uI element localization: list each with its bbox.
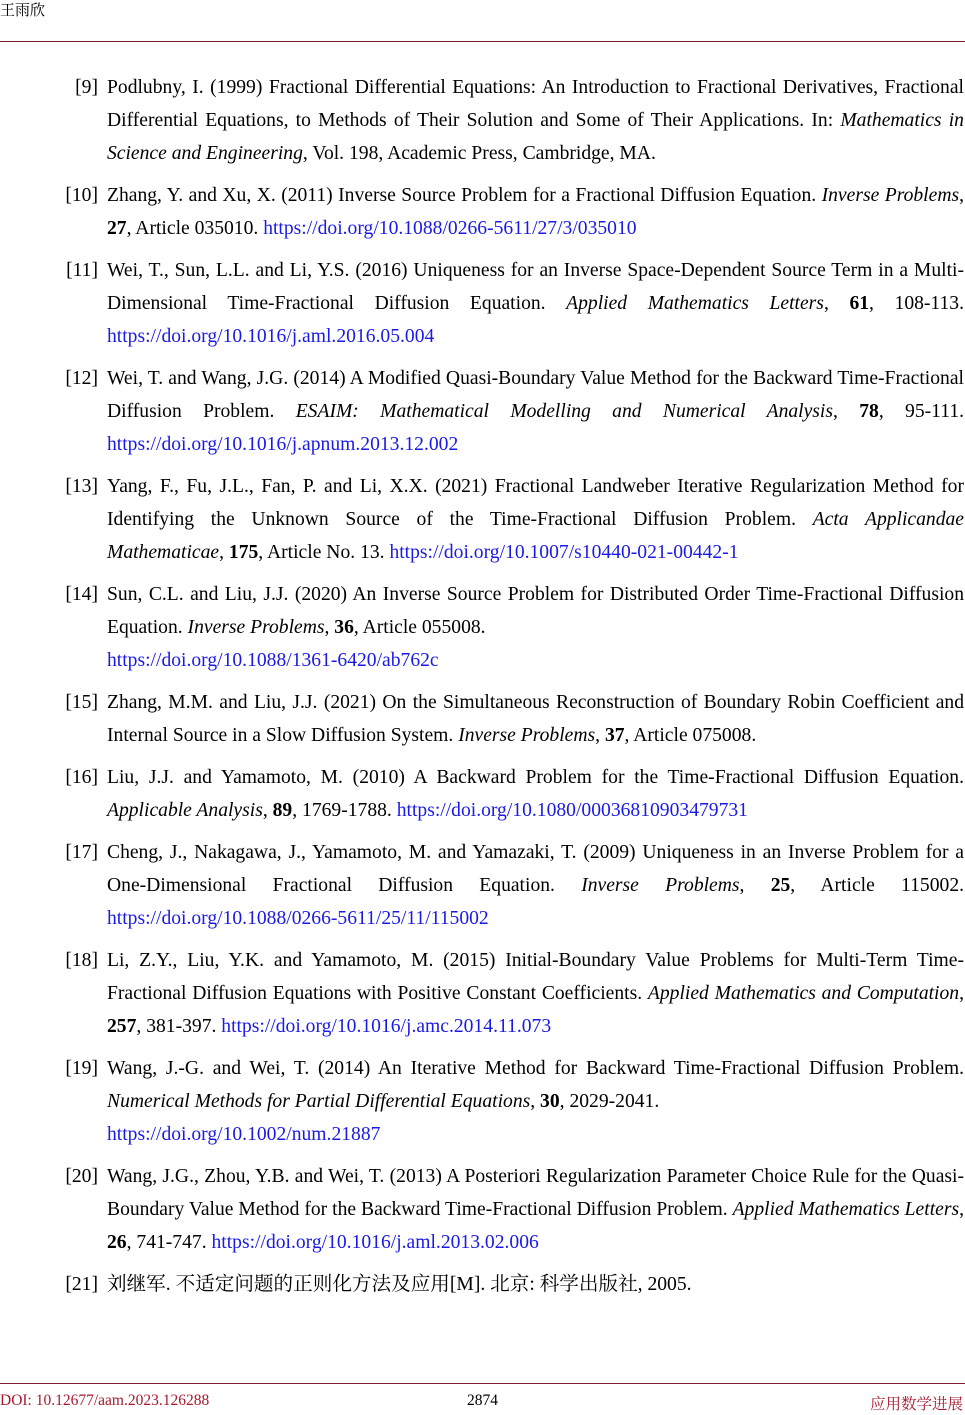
- footer-journal-name: 应用数学进展: [869, 1395, 963, 1413]
- reference-segment: , 108-113.: [869, 292, 964, 314]
- reference-number: [19]: [65, 1058, 98, 1080]
- reference-item: [0, 1269, 965, 1302]
- reference-text: [107, 1274, 692, 1295]
- volume-number: 78: [859, 400, 879, 422]
- reference-number: [12]: [65, 368, 98, 390]
- volume-number: 61: [849, 292, 870, 314]
- page-header: [0, 0, 965, 42]
- reference-segment: ,: [262, 800, 273, 822]
- doi-link[interactable]: https://doi.org/10.1016/j.apnum.2013.12.002: [107, 433, 459, 455]
- reference-segment: Wei, T. and Wang, J.G. (2014) A Modified Quasi-Boundary Value Method for the Backward Time-Fractional Diffusion Problem.: [107, 368, 964, 422]
- reference-segment: ,: [959, 983, 965, 1005]
- reference-number: [13]: [65, 476, 98, 498]
- doi-link[interactable]: https://doi.org/10.1080/00036810903479731: [396, 800, 748, 822]
- journal-title: Inverse Problems: [187, 616, 325, 638]
- reference-segment: ,: [739, 875, 771, 897]
- reference-text: [107, 692, 964, 746]
- doi-link[interactable]: https://doi.org/10.1016/j.aml.2013.02.006: [211, 1232, 539, 1254]
- reference-number: [10]: [65, 184, 98, 206]
- reference-number: [17]: [65, 842, 98, 864]
- reference-segment: ,: [959, 1199, 964, 1221]
- reference-text: [107, 1166, 964, 1253]
- reference-number: [15]: [65, 692, 98, 714]
- reference-segment: , 381-397.: [136, 1016, 222, 1038]
- volume-number: 36: [334, 616, 354, 638]
- reference-text: [107, 77, 964, 164]
- reference-segment: Yang, F., Fu, J.L., Fan, P. and Li, X.X. (2021) Fractional Landweber Iterative Regularization Method for Identifying the Unknown Source of the Time-Fractional Diffusion Problem.: [107, 476, 964, 530]
- reference-segment: , Article No. 13.: [258, 541, 390, 563]
- volume-number: 26: [107, 1232, 127, 1254]
- reference-item: [0, 762, 965, 828]
- journal-title: Inverse Problems: [458, 724, 596, 746]
- reference-segment: Li, Z.Y., Liu, Y.K. and Yamamoto, M. (2015) Initial-Boundary Value Problems for Multi-Term Time-Fractional Diffusion Equations with Positive Constant Coefficients.: [107, 950, 964, 1005]
- reference-segment: , 1769-1788.: [292, 800, 397, 822]
- page-number: 2874: [467, 1392, 498, 1409]
- journal-title: Applied Mathematics Letters: [732, 1199, 960, 1221]
- reference-number: [11]: [66, 260, 98, 282]
- journal-title: Inverse Problems: [821, 184, 960, 206]
- reference-number: [16]: [65, 767, 98, 789]
- reference-segment: Wang, J.G., Zhou, Y.B. and Wei, T. (2013) A Posteriori Regularization Parameter Choice Rule for the Quasi-Boundary Value Method for the Backward Time-Fractional Diffusion Problem.: [107, 1166, 964, 1221]
- doi-link[interactable]: https://doi.org/10.1002/num.21887: [107, 1124, 381, 1146]
- volume-number: 27: [107, 217, 127, 239]
- reference-item: [0, 1161, 965, 1259]
- doi-link[interactable]: https://doi.org/10.1016/j.amc.2014.11.073: [221, 1016, 552, 1038]
- reference-text: [107, 185, 964, 239]
- reference-segment: Sun, C.L. and Liu, J.J. (2020) An Inverse Source Problem for Distributed Order Time-Fractional Diffusion Equation.: [107, 584, 964, 638]
- reference-segment: ,: [324, 616, 335, 638]
- reference-item: [0, 255, 965, 353]
- volume-number: 175: [228, 541, 259, 563]
- reference-text: [107, 584, 964, 671]
- doi-link[interactable]: https://doi.org/10.1007/s10440-021-00442-1: [389, 541, 739, 563]
- volume-number: 25: [770, 875, 791, 897]
- reference-segment: , 741-747.: [126, 1232, 212, 1254]
- reference-segment: Zhang, M.M. and Liu, J.J. (2021) On the Simultaneous Reconstruction of Boundary Robin Coefficient and Internal Source in a Slow Diffusion System.: [107, 692, 964, 746]
- journal-title: ESAIM: Mathematical Modelling and Numerical Analysis: [295, 400, 833, 422]
- footer-doi[interactable]: DOI: 10.12677/aam.2023.126288: [0, 1392, 210, 1409]
- reference-number: [20]: [65, 1166, 98, 1188]
- reference-text: [107, 842, 964, 929]
- reference-segment: Wei, T., Sun, L.L. and Li, Y.S. (2016) Uniqueness for an Inverse Space-Dependent Source Term in a Multi-Dimensional Time-Fractional Diffusion Equation.: [107, 260, 964, 314]
- volume-number: 257: [107, 1016, 137, 1038]
- reference-segment: ,: [959, 184, 965, 206]
- reference-item: [0, 363, 965, 461]
- reference-number: [9]: [75, 77, 98, 98]
- page-footer: [0, 1383, 965, 1415]
- reference-item: [0, 579, 965, 677]
- volume-number: 37: [604, 724, 625, 746]
- reference-text: [107, 767, 964, 821]
- reference-segment: Wang, J.-G. and Wei, T. (2014) An Iterative Method for Backward Time-Fractional Diffusion Problem.: [107, 1058, 964, 1080]
- journal-title: Numerical Methods for Partial Differential Equations: [107, 1091, 531, 1113]
- reference-segment: , Article 115002.: [790, 875, 965, 897]
- journal-title: Applied Mathematics and Computation: [647, 983, 960, 1005]
- reference-text: [107, 260, 964, 347]
- reference-number: [14]: [65, 584, 98, 606]
- reference-segment: , Article 055008.: [353, 616, 486, 638]
- reference-text: [107, 476, 964, 563]
- reference-segment: ,: [833, 400, 860, 422]
- reference-segment: Cheng, J., Nakagawa, J., Yamamoto, M. and Yamazaki, T. (2009) Uniqueness in an Inverse Problem for a One-Dimensional Fractional Diffusion Equation.: [107, 842, 964, 897]
- journal-title: Acta Applicandae Mathematicae: [107, 508, 964, 563]
- reference-item: [0, 945, 965, 1043]
- reference-item: [0, 837, 965, 935]
- journal-title: Applied Mathematics Letters: [566, 292, 824, 314]
- reference-item: [0, 180, 965, 246]
- reference-text: [107, 1058, 964, 1145]
- reference-segment: ,: [219, 541, 229, 563]
- reference-segment: , 95-111.: [878, 400, 965, 422]
- reference-text: [107, 950, 964, 1037]
- reference-segment: Zhang, Y. and Xu, X. (2011) Inverse Source Problem for a Fractional Diffusion Equation.: [107, 184, 822, 206]
- reference-text: [107, 368, 964, 455]
- reference-list: [0, 72, 965, 1312]
- reference-segment: , Article 075008.: [624, 724, 757, 746]
- reference-segment: ,: [823, 292, 850, 314]
- volume-number: 89: [272, 800, 293, 822]
- doi-link[interactable]: https://doi.org/10.1088/0266-5611/27/3/035010: [263, 217, 637, 239]
- journal-title: Inverse Problems: [581, 875, 740, 897]
- reference-item: [0, 687, 965, 753]
- volume-number: 30: [540, 1091, 560, 1113]
- doi-link[interactable]: https://doi.org/10.1088/1361-6420/ab762c: [107, 649, 439, 671]
- header-author: 王雨欣: [0, 1, 46, 19]
- reference-segment: , Vol. 198, Academic Press, Cambridge, MA.: [302, 142, 656, 164]
- reference-number: [21]: [65, 1274, 98, 1296]
- doi-link[interactable]: https://doi.org/10.1016/j.aml.2016.05.004: [107, 325, 435, 347]
- reference-item: [0, 1053, 965, 1151]
- doi-link[interactable]: https://doi.org/10.1088/0266-5611/25/11/115002: [107, 908, 489, 930]
- reference-segment: ,: [530, 1091, 541, 1113]
- reference-item: [0, 72, 965, 170]
- reference-number: [18]: [65, 950, 98, 972]
- reference-item: [0, 471, 965, 569]
- reference-segment: , 2029-2041.: [559, 1091, 660, 1113]
- reference-segment: ,: [595, 724, 605, 746]
- reference-segment: 刘继军. 不适定问题的正则化方法及应用[M]. 北京: 科学出版社, 2005.: [107, 1274, 692, 1296]
- reference-segment: Podlubny, I. (1999) Fractional Differential Equations: An Introduction to Fractional Derivatives, Fractional Differential Equations, to Methods of Their Solution and Some of Their Applications. In:: [107, 77, 964, 131]
- reference-segment: Liu, J.J. and Yamamoto, M. (2010) A Backward Problem for the Time-Fractional Diffusion Equation.: [107, 767, 964, 789]
- reference-segment: , Article 035010.: [126, 217, 264, 239]
- journal-title: Applicable Analysis: [107, 800, 263, 822]
- journal-title: Mathematics in Science and Engineering: [107, 109, 964, 164]
